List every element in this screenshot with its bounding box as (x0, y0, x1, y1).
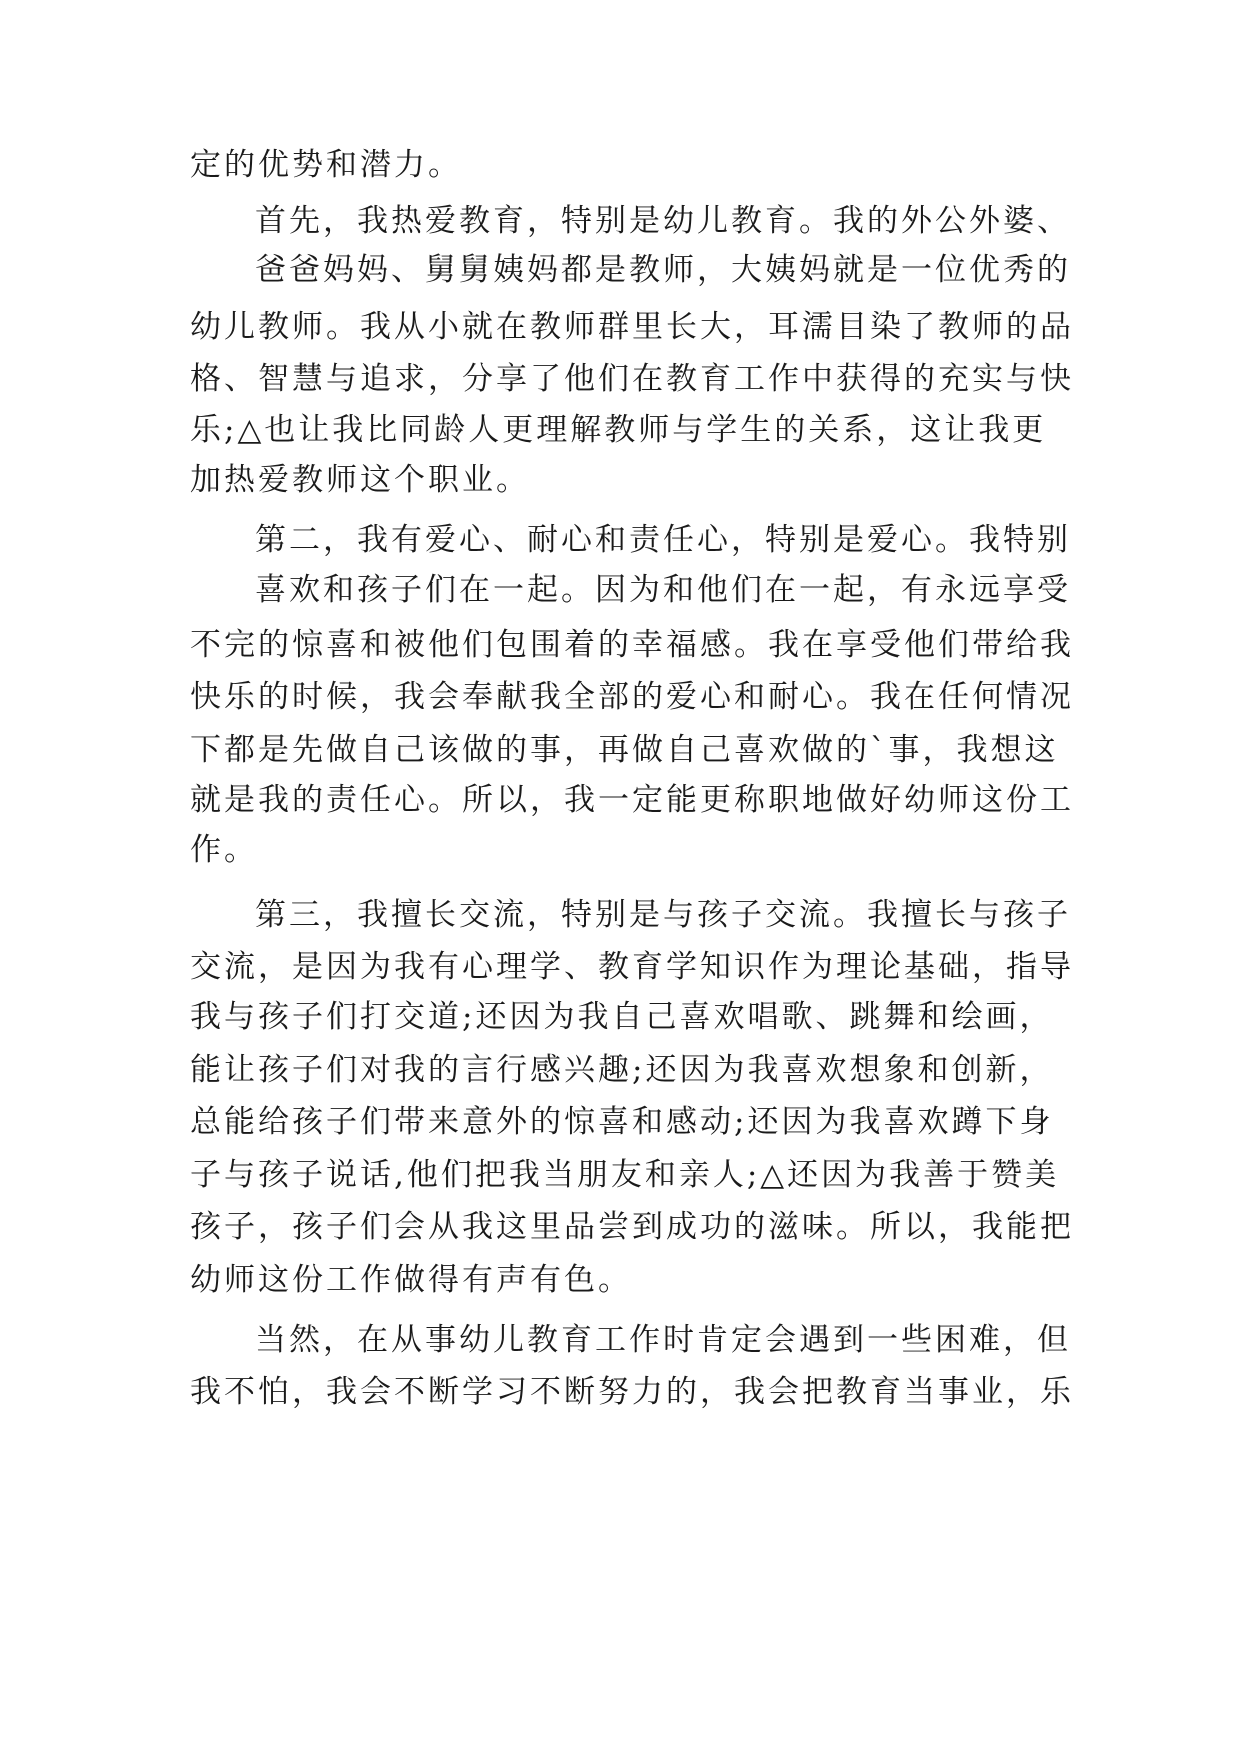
text-line: 我不怕，我会不断学习不断努力的，我会把教育当事业，乐 (190, 1374, 1074, 1410)
text-line: 首先，我热爱教育，特别是幼儿教育。我的外公外婆、 (255, 203, 1071, 239)
text-line: 爸爸妈妈、舅舅姨妈都是教师，大姨妈就是一位优秀的 (255, 252, 1071, 288)
text-line: 快乐的时候，我会奉献我全部的爱心和耐心。我在任何情况 (190, 679, 1074, 715)
text-line: 幼师这份工作做得有声有色。 (190, 1262, 632, 1298)
text-line: 第二，我有爱心、耐心和责任心，特别是爱心。我特别 (255, 522, 1071, 558)
text-line: 第三，我擅长交流，特别是与孩子交流。我擅长与孩子 (255, 897, 1071, 933)
text-line: 子与孩子说话,他们把我当朋友和亲人;△还因为我善于赞美 (190, 1157, 1060, 1193)
text-line: 定的优势和潜力。 (190, 147, 462, 183)
text-line: 格、智慧与追求，分享了他们在教育工作中获得的充实与快 (190, 361, 1074, 397)
text-line: 孩子，孩子们会从我这里品尝到成功的滋味。所以，我能把 (190, 1209, 1074, 1245)
text-line: 能让孩子们对我的言行感兴趣;还因为我喜欢想象和创新， (190, 1052, 1054, 1088)
text-line: 我与孩子们打交道;还因为我自己喜欢唱歌、跳舞和绘画， (190, 999, 1054, 1035)
text-line: 幼儿教师。我从小就在教师群里长大，耳濡目染了教师的品 (190, 309, 1074, 345)
text-line: 总能给孩子们带来意外的惊喜和感动;还因为我喜欢蹲下身 (190, 1104, 1054, 1140)
text-line: 就是我的责任心。所以，我一定能更称职地做好幼师这份工 (190, 782, 1074, 818)
text-line: 作。 (190, 832, 258, 868)
text-line: 当然，在从事幼儿教育工作时肯定会遇到一些困难，但 (255, 1322, 1071, 1358)
text-line: 喜欢和孩子们在一起。因为和他们在一起，有永远享受 (255, 572, 1071, 608)
text-line: 下都是先做自己该做的事，再做自己喜欢做的`事，我想这 (190, 732, 1059, 768)
text-line: 乐;△也让我比同龄人更理解教师与学生的关系，这让我更 (190, 412, 1047, 448)
text-line: 交流，是因为我有心理学、教育学知识作为理论基础，指导 (190, 949, 1074, 985)
text-line: 不完的惊喜和被他们包围着的幸福感。我在享受他们带给我 (190, 627, 1074, 663)
text-line: 加热爱教师这个职业。 (190, 462, 530, 498)
